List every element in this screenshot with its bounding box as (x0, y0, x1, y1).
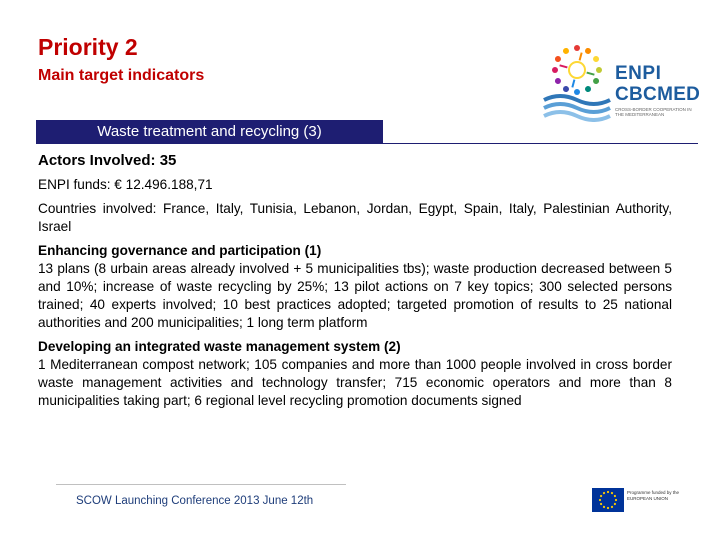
eu-funding-text: Programme funded by the EUROPEAN UNION (627, 490, 680, 501)
page-subtitle: Main target indicators (38, 67, 205, 84)
eu-flag-icon (592, 488, 624, 512)
section-banner: Waste treatment and recycling (3) (36, 120, 383, 144)
footer-text: SCOW Launching Conference 2013 June 12th (76, 495, 314, 507)
footer-divider (56, 484, 346, 485)
eu-funding-badge (592, 488, 702, 516)
section-waste-system-body: 1 Mediterranean compost network; 105 companies and more than 1000 people involved in cross border waste management activities and technology transfer; 715 economic operators and more than 8 municipalities taking part; 6 regional level recycling promotion documents signed (38, 357, 672, 408)
enpi-cbcmed-logo (542, 40, 701, 122)
section-governance-title: Enhancing governance and participation (1) (38, 243, 322, 258)
banner-divider (383, 143, 698, 144)
sun-people-icon (542, 40, 612, 122)
enpi-funds: ENPI funds: € 12.496.188,71 (38, 177, 213, 192)
content-body (38, 152, 672, 410)
section-waste-system-title: Developing an integrated waste management system (2) (38, 339, 401, 354)
section-governance-body: 13 plans (8 urbain areas already involved + 5 municipalities tbs); waste production decreased between 5 and 10%; increase of waste recycling by 25%; 13 pilot actions on 7 key topics; 300 selected persons trained; 40 experts involved; 10 best practices adopted; targeted promotion of results to 25 national authorities and 200 municipalities; 1 long term platform (38, 261, 672, 330)
actors-involved: Actors Involved: 35 (38, 152, 177, 169)
logo-tagline: CROSS-BORDER COOPERATION IN THE MEDITERRANEAN (615, 107, 692, 117)
logo-enpi: ENPI (615, 63, 662, 84)
page-title: Priority 2 (38, 34, 138, 60)
countries-involved: Countries involved: France, Italy, Tunisia, Lebanon, Jordan, Egypt, Spain, Italy, Palestinian Authority, Israel (38, 201, 672, 234)
logo-cbcmed: CBCMED (615, 84, 701, 105)
